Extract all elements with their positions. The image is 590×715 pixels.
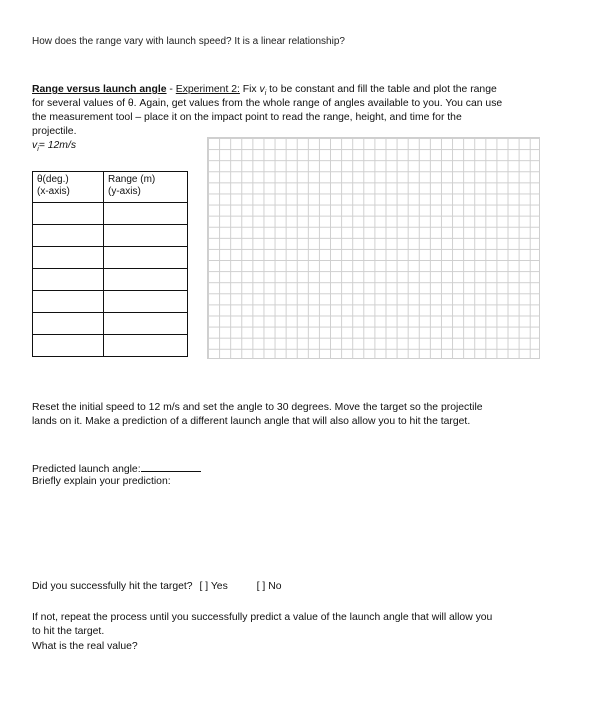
table-row [33,247,188,269]
predicted-angle-label: Predicted launch angle: [32,464,141,475]
table-row [33,291,188,313]
experiment-line-3: the measurement tool – place it on the impact point to read the range, height, and time for the [32,112,462,123]
reset-line-2: lands on it. Make a prediction of a different launch angle that will also allow you to hit the target. [32,416,471,427]
range-cell[interactable] [104,269,188,291]
experiment-line-4: projectile. [32,126,77,137]
table-row [33,335,188,357]
range-cell[interactable] [104,225,188,247]
graph-paper [207,137,540,359]
angle-cell[interactable] [33,203,104,225]
explain-prediction-label: Briefly explain your prediction: [32,476,171,487]
hit-target-row [32,580,282,593]
range-cell[interactable] [104,335,188,357]
table-header-row [33,172,188,203]
angle-cell[interactable] [33,313,104,335]
experiment-line-2: for several values of θ. Again, get values from the whole range of angles available to you. You can use [32,98,503,109]
angle-cell[interactable] [33,225,104,247]
instruction-text-a: Fix [239,84,260,95]
experiment-label: Experiment 2: [175,84,240,95]
reset-line-1: Reset the initial speed to 12 m/s and set the angle to 30 degrees. Move the target so the projectile [32,402,483,413]
no-option[interactable]: [ ] No [256,581,282,592]
range-cell[interactable] [104,291,188,313]
header-angle: θ(deg.) (x-axis) [33,172,104,203]
range-cell[interactable] [104,203,188,225]
instruction-text-b: to be constant and fill the table and plot the range [266,84,497,95]
hit-target-question: Did you successfully hit the target? [32,581,193,592]
table-row [33,203,188,225]
question-range-vs-speed: How does the range vary with launch speed? It is a linear relationship? [32,36,345,47]
header-range: Range (m) (y-axis) [104,172,188,203]
data-table [32,171,188,357]
real-value-question: What is the real value? [32,641,138,652]
angle-cell[interactable] [33,269,104,291]
predicted-angle-row [32,461,201,476]
predicted-angle-blank[interactable] [141,461,201,472]
repeat-line-1: If not, repeat the process until you successfully predict a value of the launch angle that will allow you [32,612,493,623]
angle-cell[interactable] [33,335,104,357]
range-cell[interactable] [104,313,188,335]
table-row [33,313,188,335]
vi-variable: $v_i$ [259,84,267,98]
angle-cell[interactable] [33,291,104,313]
range-cell[interactable] [104,247,188,269]
initial-speed-value: $v_i= 12m/s$ [32,140,77,154]
experiment-title: Range versus launch angle [32,84,167,95]
yes-option[interactable]: [ ] Yes [199,581,228,592]
repeat-line-2: to hit the target. [32,626,105,637]
table-row [33,269,188,291]
angle-cell[interactable] [33,247,104,269]
title-separator: - [166,84,176,95]
table-row [33,225,188,247]
